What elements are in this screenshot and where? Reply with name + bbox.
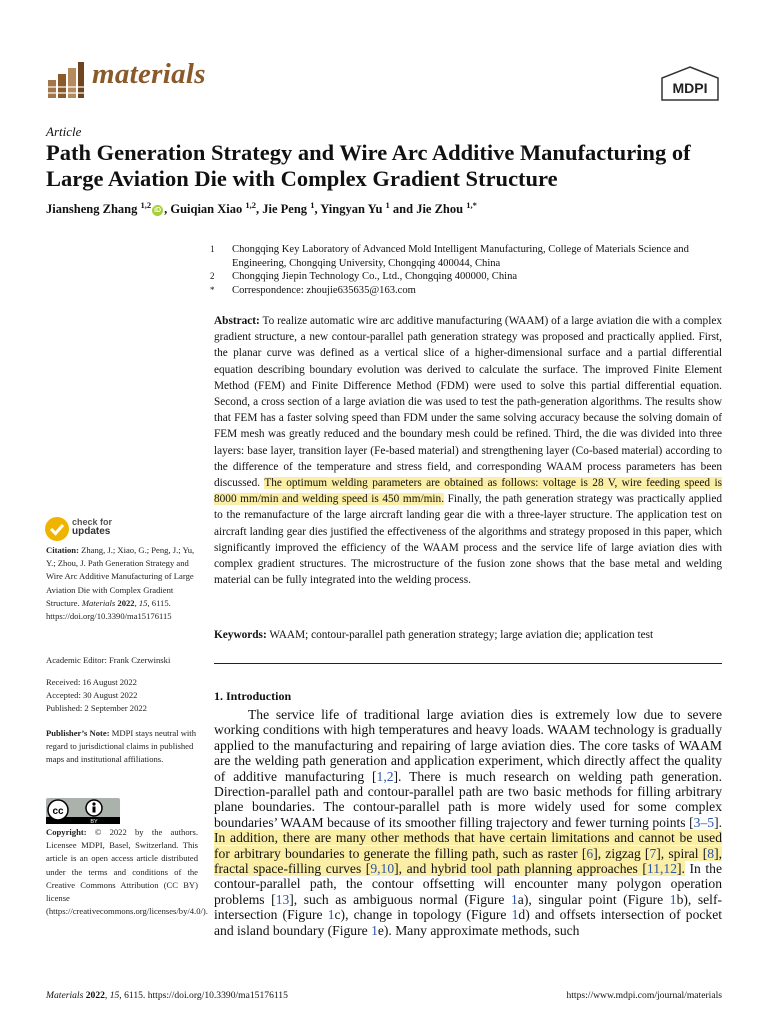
check-for-updates-link[interactable]: check for updates xyxy=(72,517,113,537)
accepted-date: Accepted: 30 August 2022 xyxy=(46,690,138,701)
journal-name: materials xyxy=(92,58,206,90)
citation-link[interactable]: 8 xyxy=(707,845,715,861)
received-date: Received: 16 August 2022 xyxy=(46,677,137,687)
author[interactable]: Jiansheng Zhang $^{1,2}$ xyxy=(46,200,152,217)
dates-block xyxy=(46,676,198,716)
author[interactable]: Jie Peng $^1$ xyxy=(262,200,315,217)
author[interactable]: Jie Zhou $^{1,*}$ xyxy=(416,200,477,217)
affiliation-item: 1 Chongqing Key Laboratory of Advanced Mold Intelligent Manufacturing, College of Materials Science and Engineering, Chongqing University, Chongqing 400044, China xyxy=(210,244,689,269)
published-date: Published: 2 September 2022 xyxy=(46,703,147,714)
footer-citation: Materials 2022, 15, 6115. https://doi.org/10.3390/ma15176115 xyxy=(46,990,288,1001)
section-heading: 1. Introduction xyxy=(214,689,292,703)
author[interactable]: Yingyan Yu $^1$ xyxy=(320,200,390,217)
cc-by-license-icon[interactable] xyxy=(46,798,120,824)
abstract-label: Abstract: xyxy=(214,315,260,327)
journal-url-link[interactable]: https://www.mdpi.com/journal/materials xyxy=(566,990,722,1001)
mdpi-logo-icon xyxy=(660,66,720,102)
highlight: In addition, there are many other methods that have certain limitations and cannot be used for arbitrary boundaries to generate the filling path, such as raster [6], zigzag [7], spiral [8], fractal space-filling curves [9,10], and hybrid tool path planning approaches [11,12]. xyxy=(214,830,722,877)
academic-editor: Academic Editor: Frank Czerwinski xyxy=(46,655,171,665)
figure-link[interactable]: 1 xyxy=(327,907,335,923)
figure-link[interactable]: 1 xyxy=(669,891,677,907)
citation-link[interactable]: 6 xyxy=(586,845,594,861)
affiliation-item: 2 Chongqing Jiepin Technology Co., Ltd., Chongqing 400000, China xyxy=(210,271,518,282)
abstract: Abstract: To realize automatic wire arc additive manufacturing (WAAM) of a large aviation die with a complex gradient structure, a new contour-parallel path generation strategy was proposed and practically applied. First, the planar curve was defined as a vertical slice of a higher-dimensional surface and a partial differential equation describing boundary evolution was derived to calculate the surface. The improved Finite Element Method (FEM) and Finite Difference Method (FDM) were used to solve this partial differential equation. Second, a cross section of a large aviation die was used to test the path-generation algorithms. The results show that FEM has a faster solving speed than FDM under the same solving accuracy because the solving domain of FEM mesh was greatly reduced and the boundary mesh could be refined. Third, the die was divided into three layers: base layer, transition layer (Fe-based material) and strengthening layer (Co-based material) according to the difference of the temperature and stress field, and corresponding WAAM process parameters has been discussed. The optimum welding parameters are obtained as follows: voltage is 28 V, wire feeding speed is 8000 mm/min and welding speed is 450 mm/min. Finally, the path generation strategy was practically applied to the remanufacture of the large aircraft landing gear die with a three-layer structure. The application test on aircraft landing gear dies justified the effectiveness of the algorithms and strategy proposed in this paper, which significantly improved the efficiency of the WAAM process and the service life of large aviation dies with complex gradient structures. The microstructure of the fusion zone shows that the base metal and welding material can be fully integrated into the welding process. xyxy=(214,315,723,587)
cc-by-label: BY xyxy=(90,819,98,824)
orcid-icon[interactable]: iD xyxy=(154,207,162,215)
mdpi-logo-text: MDPI xyxy=(672,80,708,96)
citation-link[interactable]: 7 xyxy=(649,845,657,861)
citation-block: Citation: Zhang, J.; Xiao, G.; Peng, J.; Yu, Y.; Zhou, J. Path Generation Strategy and Wire Arc Additive Manufacturing of Large Aviation Die with Complex Gradient Structure. Materials 2022, 15, 6115. https://doi.org/10.3390/ma15176115 xyxy=(46,545,195,622)
citation-link[interactable]: 11,12 xyxy=(646,861,677,877)
introduction-paragraph: The service life of traditional large aviation dies is extremely low due to severe working conditions with high temperatures and heavy loads. WAAM technology is gradually applied to the manufacturing and repairing of large aviation dies. The core tasks of WAAM are the welding path generation and application experiment, which directly affect the quality of additive manufacturing [1,2]. There is much research on welding path generation. Direction-parallel path and contour-parallel path are two basic methods for filling arbitrary plane boundaries. The contour-parallel path is more widely used for some complex boundaries’ WAAM because of its smoother filling trajectory and fewer turning points [3–5]. In addition, there are many other methods that have certain limitations and cannot be used for arbitrary boundaries to generate the filling path, such as raster [6], zigzag [7], spiral [8], fractal space-filling curves [9,10], and hybrid tool path planning approaches [11,12]. In the contour-parallel path, the contour offsetting will encounter many polygon operation problems [13], such as ambiguous normal (Figure 1a), singular point (Figure 1b), self-intersection (Figure 1c), change in topology (Figure 1d) and offsets intersection of pocket and island boundary (Figure 1e). Many approximate methods, such xyxy=(214,707,723,938)
citation-link[interactable]: 1,2 xyxy=(376,768,394,784)
section-divider xyxy=(214,663,722,664)
paper-title: Path Generation Strategy and Wire Arc Additive Manufacturing of Large Aviation Die with Complex Gradient Structure xyxy=(46,140,691,191)
author[interactable]: Guiqian Xiao $^{1,2}$ xyxy=(170,200,257,217)
keywords: Keywords: WAAM; contour-parallel path generation strategy; large aviation die; application test xyxy=(214,629,654,641)
figure-link[interactable]: 1 xyxy=(371,922,378,938)
author-list: Jiansheng Zhang $^{1,2}$iD , Guiqian Xiao $^{1,2}$, Jie Peng $^1$, Yingyan Yu $^1$ and Jie Zhou $^{1,*}$ xyxy=(46,200,477,217)
materials-logo-icon xyxy=(46,60,86,100)
highlight: The optimum welding parameters are obtained as follows: voltage is 28 V, wire feeding speed is 8000 mm/min and welding speed is 450 mm/min. xyxy=(214,477,722,506)
citation-link[interactable]: 13 xyxy=(275,891,290,907)
svg-text:cc: cc xyxy=(52,806,64,817)
citation-link[interactable]: 3–5 xyxy=(693,814,715,830)
figure-link[interactable]: 1 xyxy=(511,907,519,923)
publisher-note: Publisher’s Note: MDPI stays neutral with regard to jurisdictional claims in published maps and institutional affiliations. xyxy=(46,728,196,765)
citation-link[interactable]: 9,10 xyxy=(370,861,395,877)
check-for-updates-icon[interactable] xyxy=(44,516,70,542)
copyright-block: Copyright: © 2022 by the authors. Licensee MDPI, Basel, Switzerland. This article is an open access article distributed under the terms and conditions of the Creative Commons Attribution (CC BY) license (https://creativecommons.org/licenses/by/4.0/). xyxy=(46,827,208,917)
keywords-label: Keywords: xyxy=(214,629,267,641)
correspondence: * Correspondence: zhoujie635635@163.com xyxy=(210,284,416,296)
affiliations xyxy=(210,243,722,297)
figure-link[interactable]: 1 xyxy=(511,891,518,907)
article-type: Article xyxy=(46,124,82,139)
